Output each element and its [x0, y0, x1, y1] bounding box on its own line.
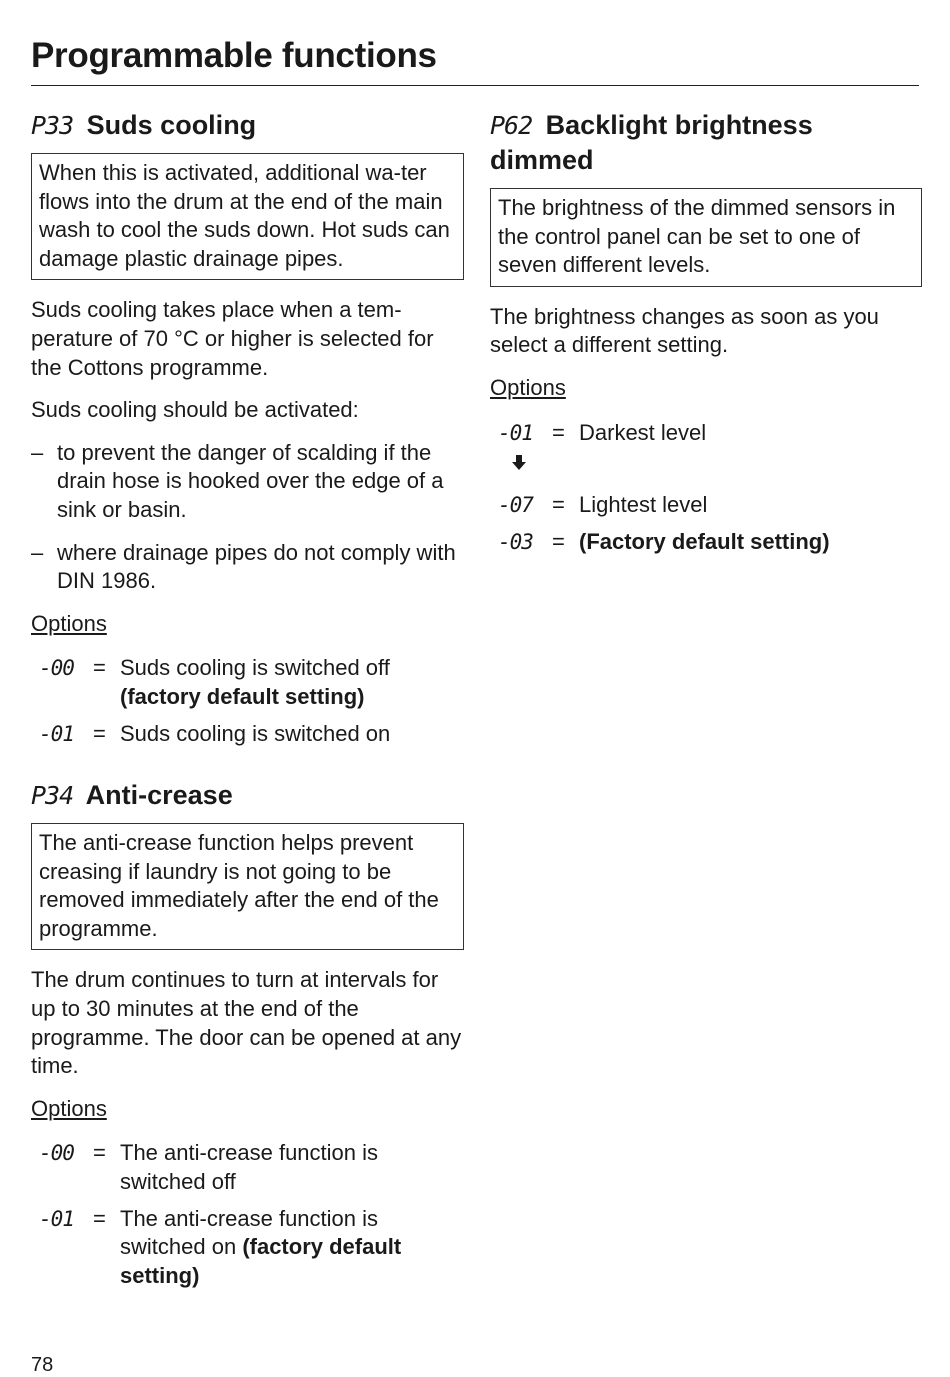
option-desc: The anti-crease function is switched on — [120, 1205, 379, 1260]
section-title: Anti-crease — [85, 780, 233, 811]
page-title: Programmable functions — [31, 36, 437, 75]
option-row: -00 = Suds cooling is switched off (factory default setting) — [31, 654, 464, 711]
option-code: -07 — [498, 493, 533, 518]
option-row: -07 = Lightest level — [490, 491, 922, 520]
page-number: 78 — [31, 1354, 54, 1376]
option-desc: Suds cooling is switched on — [120, 720, 391, 746]
option-default-note: (Factory default setting) — [579, 528, 830, 554]
options-label: Options — [490, 374, 566, 400]
list-item: – to prevent the danger of scalding if the drain hose is hooked over the edge of a sink or basin. — [31, 439, 464, 525]
paragraph: The drum continues to turn at intervals for up to 30 minutes at the end of the programme. The door can be opened at any time. — [31, 967, 462, 1079]
option-code: -01 — [39, 721, 74, 746]
option-code: -03 — [498, 529, 533, 554]
section-heading-p34 — [31, 778, 464, 813]
function-code: P34 — [31, 781, 74, 811]
section-heading-p62 — [490, 108, 922, 178]
info-box-p34: The anti-crease function helps prevent creasing if laundry is not going to be removed immediately after the end of the programme. — [31, 823, 464, 950]
option-row: -00 = The anti-crease function is switched off — [31, 1139, 464, 1196]
option-code: -01 — [498, 420, 533, 445]
option-code: -01 — [39, 1206, 74, 1231]
option-row: -01 = Suds cooling is switched on — [31, 720, 464, 749]
paragraph: The brightness changes as soon as you select a different setting. — [490, 303, 879, 358]
down-arrow-icon — [490, 455, 922, 485]
section-heading-p33 — [31, 108, 464, 143]
list-item: – where drainage pipes do not comply with DIN 1986. — [31, 539, 464, 596]
option-row: -03 = (Factory default setting) — [490, 528, 922, 557]
option-desc: Suds cooling is switched off — [120, 655, 390, 681]
option-code: -00 — [39, 656, 74, 681]
function-code: P33 — [31, 111, 74, 140]
info-box-p33: When this is activated, additional wa-ter flows into the drum at the end of the main wash to cool the suds down. Hot suds can damage plastic drainage pipes. — [31, 153, 464, 280]
right-column — [490, 108, 922, 564]
option-desc: The anti-crease function is switched off — [120, 1140, 379, 1195]
options-label: Options — [31, 1095, 107, 1121]
bullet-list — [31, 439, 464, 596]
section-title: Backlight brightness dimmed — [490, 110, 813, 175]
paragraph: Suds cooling should be activated: — [31, 397, 359, 423]
option-code: -00 — [39, 1141, 74, 1166]
left-column — [31, 108, 464, 1298]
option-row: -01 = The anti-crease function is switched on (factory default setting) — [31, 1205, 464, 1291]
option-row: -01 = Darkest level — [490, 419, 922, 448]
option-default-note: (factory default setting) — [120, 1234, 402, 1288]
function-code: P62 — [490, 111, 533, 140]
options-label: Options — [31, 610, 107, 636]
title-divider — [31, 85, 919, 86]
section-title: Suds cooling — [86, 110, 257, 140]
paragraph: Suds cooling takes place when a tem-perature of 70 °C or higher is selected for the Cottons programme. — [31, 297, 434, 380]
option-desc: Lightest level — [579, 492, 708, 518]
option-default-note: (factory default setting) — [120, 683, 365, 709]
option-desc: Darkest level — [579, 419, 707, 445]
info-box-p62: The brightness of the dimmed sensors in the control panel can be set to one of seven different levels. — [490, 188, 922, 287]
